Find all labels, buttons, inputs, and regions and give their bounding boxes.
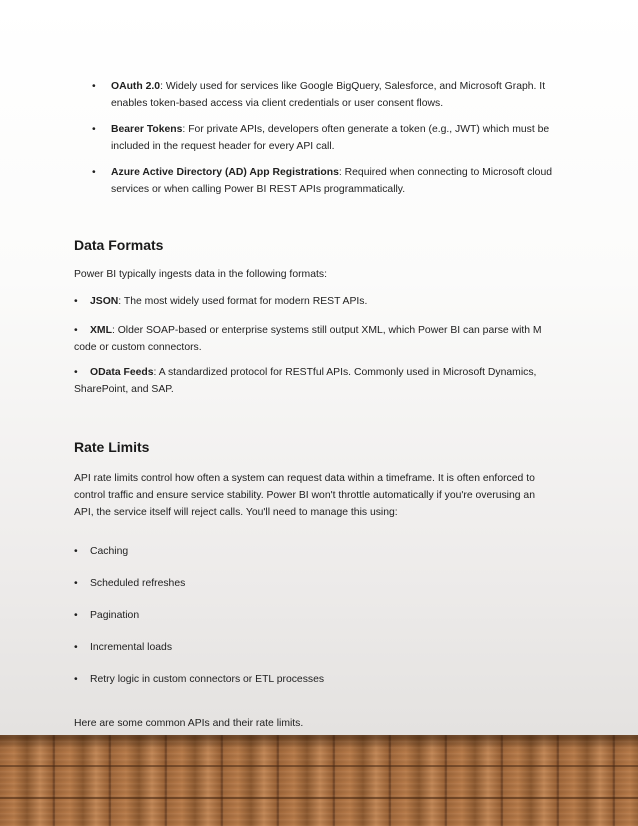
list-item: • Scheduled refreshes bbox=[74, 575, 185, 592]
bullet-icon: • bbox=[74, 546, 78, 557]
floor-seam bbox=[0, 797, 638, 799]
list-item: • Azure Active Directory (AD) App Registrations: Required when connecting to Microsoft cloud services or when calling Power BI REST APIs programmatically. bbox=[90, 164, 560, 198]
term: JSON bbox=[90, 296, 119, 307]
floor-seam bbox=[0, 765, 638, 767]
list-item: • Incremental loads bbox=[74, 639, 172, 656]
format-item: • OData Feeds: A standardized protocol for RESTful APIs. Commonly used in Microsoft Dynamics, SharePoint, and SAP. bbox=[74, 364, 564, 398]
bullet-icon: • bbox=[74, 296, 78, 307]
list-item: • Pagination bbox=[74, 607, 139, 624]
data-formats-intro: Power BI typically ingests data in the following formats: bbox=[74, 269, 327, 280]
closing-line: Here are some common APIs and their rate limits. bbox=[74, 718, 304, 729]
format-item: • JSON: The most widely used format for modern REST APIs. bbox=[74, 293, 564, 310]
bullet-icon: • bbox=[92, 81, 96, 92]
term: Azure Active Directory (AD) App Registrations bbox=[111, 167, 339, 178]
bullet-icon: • bbox=[74, 578, 78, 589]
wood-floor-decoration bbox=[0, 735, 638, 826]
section-heading-data-formats: Data Formats bbox=[74, 237, 164, 253]
list-item: • OAuth 2.0: Widely used for services like Google BigQuery, Salesforce, and Microsoft Graph. It enables token-based access via client credentials or user consent flows. bbox=[90, 78, 560, 112]
bullet-icon: • bbox=[74, 642, 78, 653]
term: Bearer Tokens bbox=[111, 124, 183, 135]
list-item: • Bearer Tokens: For private APIs, developers often generate a token (e.g., JWT) which must be included in the request header for every API call. bbox=[90, 121, 560, 155]
description-cont: enables token-based access via client credentials or user consent flows. bbox=[111, 98, 444, 109]
format-item: • XML: Older SOAP-based or enterprise systems still output XML, which Power BI can parse with M code or custom connectors. bbox=[74, 322, 564, 356]
description: Widely used for services like Google BigQuery, Salesforce, and Microsoft Graph. It bbox=[162, 81, 546, 92]
bullet-icon: • bbox=[74, 610, 78, 621]
wood-grain bbox=[0, 735, 638, 826]
bullet-icon: • bbox=[74, 367, 78, 378]
bullet-icon: • bbox=[74, 325, 78, 336]
description: Required when connecting to Microsoft cloud bbox=[341, 167, 553, 178]
rate-limits-paragraph: API rate limits control how often a system can request data within a timeframe. It is often enforced to control traffic and ensure service stability. Power BI won't throttle automatically if you're overusing an API, the service itself will reject calls. You'll need to manage this using: bbox=[74, 473, 535, 518]
section-heading-rate-limits: Rate Limits bbox=[74, 439, 150, 455]
description-cont: included in the request header for every API call. bbox=[111, 141, 335, 152]
term: OData Feeds bbox=[90, 367, 154, 378]
bullet-icon: • bbox=[92, 124, 96, 135]
description: For private APIs, developers often generate a token (e.g., JWT) which must be bbox=[185, 124, 550, 135]
term: OAuth 2.0 bbox=[111, 81, 161, 92]
bullet-icon: • bbox=[92, 167, 96, 178]
list-item: • Retry logic in custom connectors or ETL processes bbox=[74, 671, 324, 688]
auth-methods-list bbox=[90, 78, 560, 207]
list-item: • Caching bbox=[74, 543, 128, 560]
description-cont: services or when calling Power BI REST APIs programmatically. bbox=[111, 184, 406, 195]
term: XML bbox=[90, 325, 112, 336]
bullet-icon: • bbox=[74, 674, 78, 685]
